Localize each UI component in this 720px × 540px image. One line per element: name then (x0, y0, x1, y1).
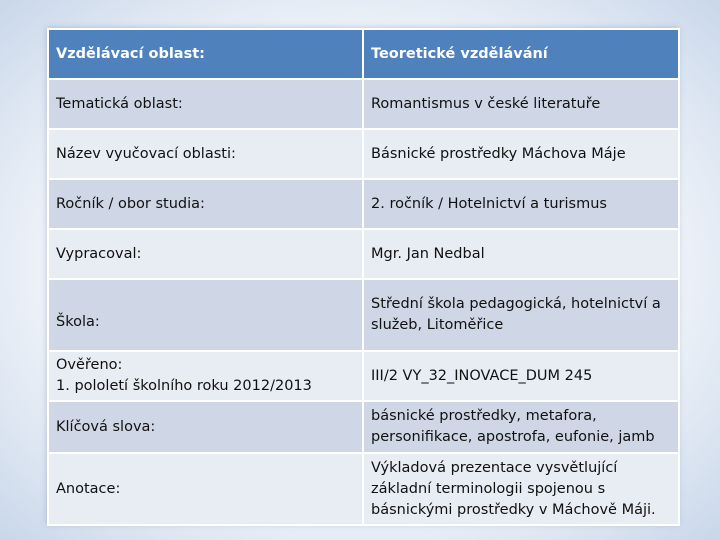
table-row (48, 179, 679, 229)
row-label: Anotace: (48, 453, 363, 525)
table-row (48, 351, 679, 401)
table-row (48, 401, 679, 453)
row-value: III/2 VY_32_INOVACE_DUM 245 (363, 351, 679, 401)
row-value: 2. ročník / Hotelnictví a turismus (363, 179, 679, 229)
table-row (48, 79, 679, 129)
table-header-row (48, 29, 679, 79)
row-label: Vypracoval: (48, 229, 363, 279)
table-row (48, 453, 679, 525)
row-label-group (48, 351, 363, 401)
row-label: Tematická oblast: (48, 79, 363, 129)
row-label: Klíčová slova: (48, 401, 363, 453)
info-card (47, 28, 678, 524)
row-value: Básnické prostředky Máchova Máje (363, 129, 679, 179)
header-label: Vzdělávací oblast: (48, 29, 363, 79)
row-label: Ročník / obor studia: (48, 179, 363, 229)
header-value: Teoretické vzdělávání (363, 29, 679, 79)
table-row (48, 279, 679, 351)
row-value: Romantismus v české literatuře (363, 79, 679, 129)
table-row (48, 229, 679, 279)
row-value: Mgr. Jan Nedbal (363, 229, 679, 279)
metadata-table (47, 28, 680, 526)
row-label: Škola: (48, 279, 363, 351)
row-value: Střední škola pedagogická, hotelnictví a služeb, Litoměřice (363, 279, 679, 351)
row-label-secondary: 1. pololetí školního roku 2012/2013 (56, 378, 312, 394)
row-label: Název vyučovací oblasti: (48, 129, 363, 179)
row-value: básnické prostředky, metafora, personifikace, apostrofa, eufonie, jamb (363, 401, 679, 453)
row-label: Ověřeno: (56, 357, 123, 373)
table-row (48, 129, 679, 179)
row-value: Výkladová prezentace vysvětlující základní terminologii spojenou s básnickými prostředky v Máchově Máji. (363, 453, 679, 525)
